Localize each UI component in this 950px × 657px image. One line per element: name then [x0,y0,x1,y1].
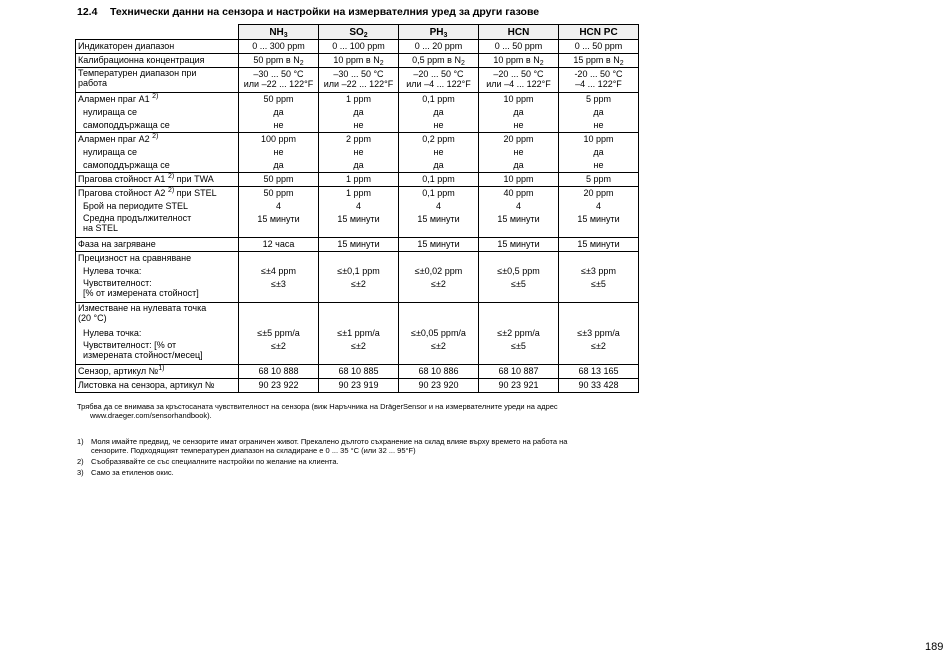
table-cell: 68 10 886 [399,365,479,379]
table-cell: не [399,119,479,133]
row-label: Чувствителност: [% от измерената стойност] [76,278,239,303]
section-heading [77,6,777,18]
table-cell: да [479,159,559,173]
table-cell: 90 23 920 [399,379,479,393]
table-cell: 10 ppm в $N_2$ [479,54,559,68]
table-cell: 10 ppm [559,133,639,147]
footnote-2: 2) Съобразявайте се със специалните настройки по желание на клиента. [77,457,339,466]
table-row [76,265,639,278]
table-cell: да [399,106,479,119]
table-cell: -20 ... 50 °C –4 ... 122°F [559,68,639,93]
table-cell: да [319,106,399,119]
table-cell: ≤±0,1 ppm [319,265,399,278]
table-cell: ≤±0,05 ppm/a [399,327,479,340]
table-cell: 90 23 921 [479,379,559,393]
table-cell: 10 ppm [479,93,559,107]
table-row [76,252,639,266]
table-header-row [76,25,639,40]
table-cell: ≤±1 ppm/a [319,327,399,340]
row-label: Калибрационна концентрация [76,54,239,68]
table-cell: 5 ppm [559,93,639,107]
table-cell: 15 минути [399,213,479,238]
table-cell: не [239,146,319,159]
table-cell: да [559,106,639,119]
table-row [76,40,639,54]
table-cell: 100 ppm [239,133,319,147]
table-cell: 4 [559,200,639,213]
table-cell: 90 23 922 [239,379,319,393]
row-label: Температурен диапазон при работа [76,68,239,93]
table-cell: ≤±3 [239,278,319,303]
table-cell: 4 [239,200,319,213]
table-cell: –20 ... 50 °C или –4 ... 122°F [479,68,559,93]
table-cell: 5 ppm [559,173,639,187]
table-cell: 0,1 ppm [399,187,479,201]
row-label: самоподдържаща се [76,119,239,133]
row-label: Нулева точка: [76,327,239,340]
row-label: Чувствителност: [% от измерената стойност/месец] [76,340,239,365]
cross-sensitivity-note: Трябва да се внимава за кръстосаната чувствителност на сензора (виж Наръчника на DrägerSensor и на измервателните уреди на адрес www.draeger.com/sensorhandbook). [77,402,558,420]
row-label: Прагова стойност A2 $^{2)}$ при STEL [76,187,239,201]
column-header-nh3: $NH_3$ [239,25,319,40]
table-cell: не [239,119,319,133]
table-cell: 0 ... 50 ppm [559,40,639,54]
table-cell: 15 ppm в $N_2$ [559,54,639,68]
table-row [76,365,639,379]
table-cell: 0 ... 20 ppm [399,40,479,54]
table-cell: да [479,106,559,119]
table-cell: ≤±2 [559,340,639,365]
table-row [76,54,639,68]
table-cell: –30 ... 50 °C или –22 ... 122°F [319,68,399,93]
table-row [76,200,639,213]
row-label: Изместване на нулевата точка (20 °C) [76,303,239,328]
row-label: Прагова стойност A1 $^{2)}$ при TWA [76,173,239,187]
table-cell: 2 ppm [319,133,399,147]
table-cell: 0,2 ppm [399,133,479,147]
column-header-hcn-pc: HCN PC [559,25,639,40]
table-cell: 50 ppm [239,93,319,107]
column-header-ph3: $PH_3$ [399,25,479,40]
table-cell: 50 ppm [239,173,319,187]
table-cell: ≤±2 [239,340,319,365]
table-cell: 10 ppm [479,173,559,187]
table-cell: 0,5 ppm в $N_2$ [399,54,479,68]
row-label: Средна продължителност на STEL [76,213,239,238]
table-row [76,173,639,187]
table-cell: 10 ppm в $N_2$ [319,54,399,68]
table-cell: ≤±3 ppm/a [559,327,639,340]
table-row [76,146,639,159]
table-cell: ≤±0,02 ppm [399,265,479,278]
table-cell: не [319,146,399,159]
table-cell: не [399,146,479,159]
table-cell: ≤±5 ppm/a [239,327,319,340]
table-cell: 68 10 888 [239,365,319,379]
row-label: Индикаторен диапазон [76,40,239,54]
table-cell: 4 [319,200,399,213]
column-header-hcn: HCN [479,25,559,40]
table-cell: 50 ppm в $N_2$ [239,54,319,68]
table-cell: ≤±5 [559,278,639,303]
table-cell: 15 минути [319,238,399,252]
table-cell: не [319,119,399,133]
table-cell: да [239,159,319,173]
table-cell: 20 ppm [559,187,639,201]
table-cell: ≤±5 [479,340,559,365]
table-cell: 68 10 887 [479,365,559,379]
table-cell: 40 ppm [479,187,559,201]
table-cell: –30 ... 50 °C или –22 ... 122°F [239,68,319,93]
table-cell: 4 [399,200,479,213]
table-row [76,93,639,107]
section-number: 12.4 [77,6,98,18]
table-row [76,119,639,133]
table-cell: 0,1 ppm [399,173,479,187]
table-cell: 15 минути [399,238,479,252]
table-cell: 68 10 885 [319,365,399,379]
table-cell: да [559,146,639,159]
row-label: нулираща се [76,106,239,119]
table-row [76,238,639,252]
table-cell: 1 ppm [319,173,399,187]
row-label: Алармен праг A2 $^{2)}$ [76,133,239,147]
table-cell: ≤±2 [399,278,479,303]
table-cell: 15 минути [479,213,559,238]
table-row [76,159,639,173]
row-label: Сензор, артикул №$^{1)}$ [76,365,239,379]
table-cell: –20 ... 50 °C или –4 ... 122°F [399,68,479,93]
table-cell: ≤±5 [479,278,559,303]
table-cell: ≤±3 ppm [559,265,639,278]
row-label: Фаза на загряване [76,238,239,252]
table-cell: 0 ... 100 ppm [319,40,399,54]
footnote-3: 3) Само за етиленов окис. [77,468,174,477]
table-cell: ≤±0,5 ppm [479,265,559,278]
section-title: Технически данни на сензора и настройки на измервателния уред за други газове [110,6,540,18]
table-cell: да [399,159,479,173]
table-row [76,303,639,328]
table-cell: 50 ppm [239,187,319,201]
row-label: Листовка на сензора, артикул № [76,379,239,393]
table-cell: ≤±2 [319,278,399,303]
row-label: самоподдържаща се [76,159,239,173]
row-label: Алармен праг A1 $^{2)}$ [76,93,239,107]
column-header-so2: $SO_2$ [319,25,399,40]
table-cell: 0,1 ppm [399,93,479,107]
row-label: нулираща се [76,146,239,159]
table-cell: 4 [479,200,559,213]
table-cell: 0 ... 50 ppm [479,40,559,54]
table-cell: 1 ppm [319,93,399,107]
table-cell: 12 часа [239,238,319,252]
table-cell: ≤±4 ppm [239,265,319,278]
table-row [76,278,639,303]
table-cell: 15 минути [559,213,639,238]
row-label: Нулева точка: [76,265,239,278]
table-cell: не [559,159,639,173]
footnotes [77,437,567,479]
table-cell: 15 минути [239,213,319,238]
table-cell: не [479,119,559,133]
table-row [76,133,639,147]
page-number: 189 [925,641,944,653]
table-cell: ≤±2 ppm/a [479,327,559,340]
table-row [76,106,639,119]
sensor-spec-table [75,24,639,393]
table-cell: да [319,159,399,173]
row-label: Брой на периодите STEL [76,200,239,213]
table-cell: 15 минути [319,213,399,238]
table-cell: 68 13 165 [559,365,639,379]
table-row [76,213,639,238]
table-cell: ≤±2 [399,340,479,365]
header-corner [76,25,239,40]
table-cell: 15 минути [559,238,639,252]
table-cell: 20 ppm [479,133,559,147]
table-cell: да [239,106,319,119]
table-row [76,327,639,340]
table-cell: 0 ... 300 ppm [239,40,319,54]
footnote-1: 1) Моля имайте предвид, че сензорите имат ограничен живот. Прекалено дълготo съхранение на склад влияе върху времето на работа на сензорите. Подходящият температурен диапазон на складиране е 0 ... 35 °C (или 32 ... 95°F) [77,437,568,455]
table-cell: не [559,119,639,133]
table-row [76,340,639,365]
table-cell: не [479,146,559,159]
table-cell: ≤±2 [319,340,399,365]
table-cell: 15 минути [479,238,559,252]
table-row [76,68,639,93]
row-label: Прецизност на сравняване [76,252,239,266]
table-cell: 90 23 919 [319,379,399,393]
table-cell: 90 33 428 [559,379,639,393]
table-row [76,187,639,201]
table-row [76,379,639,393]
table-cell: 1 ppm [319,187,399,201]
